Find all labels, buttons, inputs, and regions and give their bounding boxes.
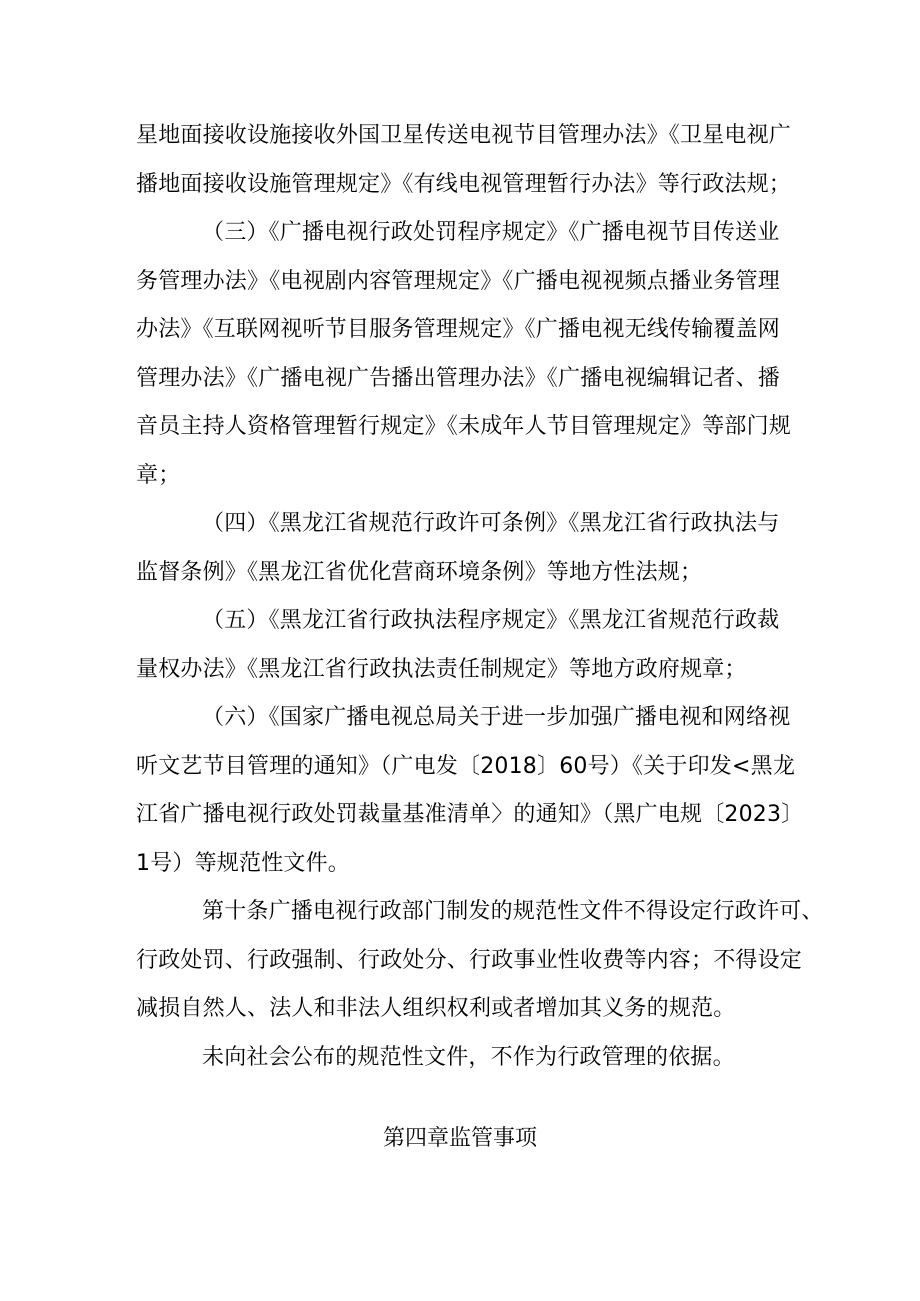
text-line: 行政处罚、行政强制、行政处分、行政事业性收费等内容；不得设定 xyxy=(136,947,803,973)
paragraph-item-3: （三）《广播电视行政处罚程序规定》《广播电视节目传送业 xyxy=(202,220,780,245)
document-body xyxy=(136,112,824,1082)
paragraph-item-4: （四）《黑龙江省规范行政许可条例》《黑龙江省行政执法与 xyxy=(202,511,780,536)
text-line: 量权办法》《黑龙江省行政执法责任制规定》等地方政府规章； xyxy=(136,656,747,682)
text-line: 办法》《互联网视听节目服务管理规定》《广播电视无线传输覆盖网 xyxy=(136,317,781,342)
text-line: 减损自然人、法人和非法人组织权利或者增加其义务的规范。 xyxy=(136,996,736,1021)
text-line: 播地面接收设施管理规定》《有线电视管理暂行办法》等行政法规； xyxy=(136,171,792,197)
text-line: 章； xyxy=(136,462,181,488)
paragraph-item-6: （六）《国家广播电视总局关于进一步加强广播电视和网络视 xyxy=(202,705,791,730)
paragraph-item-5: （五）《黑龙江省行政执法程序规定》《黑龙江省规范行政裁 xyxy=(202,608,780,633)
text-line: 星地面接收设施接收外国卫星传送电视节目管理办法》《卫星电视广 xyxy=(136,123,792,148)
text-line: 音员主持人资格管理暂行规定》《未成年人节目管理规定》等部门规 xyxy=(136,414,792,439)
unpublished-documents-paragraph: 未向社会公布的规范性文件，不作为行政管理的依据。 xyxy=(202,1044,735,1070)
chapter-heading: 第四章监管事项 xyxy=(382,1126,537,1151)
text-line: 监督条例》《黑龙江省优化营商环境条例》等地方性法规； xyxy=(136,559,703,585)
text-line: 听文艺节目管理的通知》（广电发〔2018〕60号）《关于印发<黑龙 xyxy=(136,753,796,779)
text-line: 管理办法》《广播电视广告播出管理办法》《广播电视编辑记者、播 xyxy=(136,365,781,391)
text-line: 江省广播电视行政处罚裁量基准清单〉的通知》（黑广电规〔2023〕 xyxy=(136,802,804,827)
text-line: 1号）等规范性文件。 xyxy=(136,850,350,876)
article-10-paragraph: 第十条广播电视行政部门制发的规范性文件不得设定行政许可、 xyxy=(202,899,824,924)
text-line: 务管理办法》《电视剧内容管理规定》《广播电视视频点播业务管理 xyxy=(136,268,781,294)
